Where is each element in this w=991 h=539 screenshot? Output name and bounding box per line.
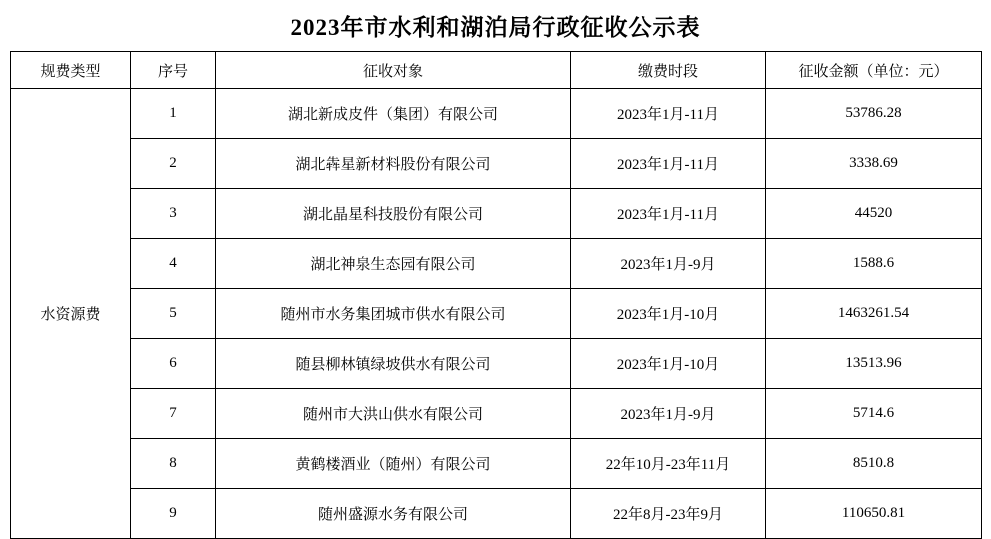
cell-index: 7 bbox=[131, 389, 216, 439]
page-title: 2023年市水利和湖泊局行政征收公示表 bbox=[290, 15, 701, 40]
cell-amount: 110650.81 bbox=[766, 489, 982, 539]
cell-index: 5 bbox=[131, 289, 216, 339]
cell-amount: 3338.69 bbox=[766, 139, 982, 189]
column-header-fee-type: 规费类型 bbox=[11, 52, 131, 89]
cell-period: 2023年1月-11月 bbox=[571, 189, 766, 239]
cell-object: 随州市水务集团城市供水有限公司 bbox=[216, 289, 571, 339]
cell-object: 湖北神泉生态园有限公司 bbox=[216, 239, 571, 289]
cell-index: 4 bbox=[131, 239, 216, 289]
cell-object: 随州盛源水务有限公司 bbox=[216, 489, 571, 539]
cell-index: 2 bbox=[131, 139, 216, 189]
fee-type-group-cell: 水资源费 bbox=[11, 89, 131, 539]
table-body bbox=[11, 89, 982, 539]
table-header-row bbox=[11, 52, 982, 89]
table-row bbox=[11, 89, 982, 139]
cell-amount: 13513.96 bbox=[766, 339, 982, 389]
cell-amount: 53786.28 bbox=[766, 89, 982, 139]
cell-object: 湖北新成皮件（集团）有限公司 bbox=[216, 89, 571, 139]
cell-amount: 8510.8 bbox=[766, 439, 982, 489]
cell-index: 8 bbox=[131, 439, 216, 489]
cell-period: 2023年1月-10月 bbox=[571, 289, 766, 339]
cell-period: 2023年1月-10月 bbox=[571, 339, 766, 389]
table-row bbox=[11, 389, 982, 439]
column-header-period: 缴费时段 bbox=[571, 52, 766, 89]
cell-period: 2023年1月-11月 bbox=[571, 139, 766, 189]
cell-object: 湖北晶星科技股份有限公司 bbox=[216, 189, 571, 239]
table-header bbox=[11, 52, 982, 89]
table-row bbox=[11, 189, 982, 239]
cell-period: 2023年1月-9月 bbox=[571, 239, 766, 289]
column-header-index: 序号 bbox=[131, 52, 216, 89]
cell-index: 9 bbox=[131, 489, 216, 539]
cell-index: 6 bbox=[131, 339, 216, 389]
table-row bbox=[11, 289, 982, 339]
cell-index: 1 bbox=[131, 89, 216, 139]
cell-index: 3 bbox=[131, 189, 216, 239]
cell-period: 22年8月-23年9月 bbox=[571, 489, 766, 539]
cell-amount: 44520 bbox=[766, 189, 982, 239]
cell-object: 随县柳林镇绿坡供水有限公司 bbox=[216, 339, 571, 389]
table-row bbox=[11, 239, 982, 289]
table-row bbox=[11, 139, 982, 189]
cell-amount: 5714.6 bbox=[766, 389, 982, 439]
cell-period: 2023年1月-9月 bbox=[571, 389, 766, 439]
cell-amount: 1588.6 bbox=[766, 239, 982, 289]
cell-object: 随州市大洪山供水有限公司 bbox=[216, 389, 571, 439]
table-row bbox=[11, 339, 982, 389]
collection-disclosure-table bbox=[10, 51, 982, 539]
table-row bbox=[11, 439, 982, 489]
cell-object: 湖北犇星新材料股份有限公司 bbox=[216, 139, 571, 189]
cell-amount: 1463261.54 bbox=[766, 289, 982, 339]
table-row bbox=[11, 489, 982, 539]
column-header-object: 征收对象 bbox=[216, 52, 571, 89]
cell-period: 2023年1月-11月 bbox=[571, 89, 766, 139]
cell-object: 黄鹤楼酒业（随州）有限公司 bbox=[216, 439, 571, 489]
column-header-amount: 征收金额（单位：元） bbox=[766, 52, 982, 89]
cell-period: 22年10月-23年11月 bbox=[571, 439, 766, 489]
